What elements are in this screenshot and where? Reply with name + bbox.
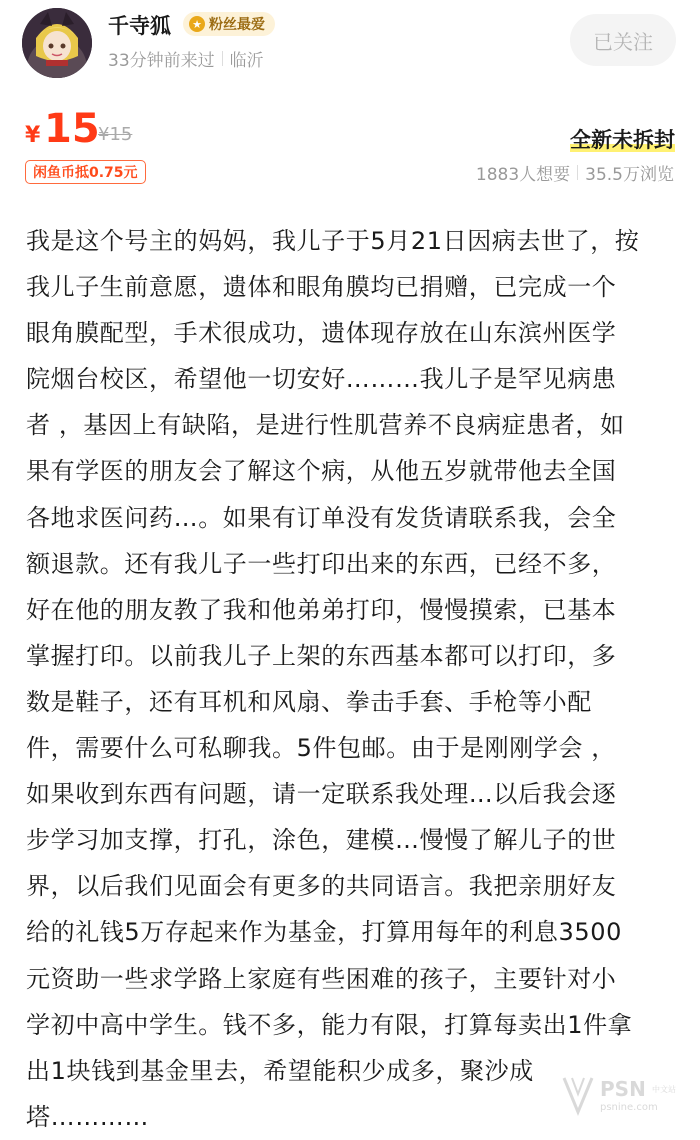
seller-name[interactable]: 千寺狐 bbox=[108, 14, 171, 38]
description-line: 步学习加支撑，打孔，涂色，建模…慢慢了解儿子的世 bbox=[26, 826, 617, 855]
views-count: 35.5万浏览 bbox=[585, 165, 674, 185]
last-seen: 33分钟前来过 bbox=[108, 51, 215, 71]
star-icon: ★ bbox=[189, 16, 205, 32]
description-line: 我是这个号主的妈妈，我儿子于5月21日因病去世了，按 bbox=[26, 227, 640, 255]
wants-count: 1883人想要 bbox=[475, 165, 571, 185]
description-line: 院烟台校区，希望他一切安好………我儿子是罕见病患 bbox=[26, 365, 617, 394]
description-line: 各地求医问药…。如果有订单没有发货请联系我，会全 bbox=[26, 503, 617, 532]
description-line: 件，需要什么可私聊我。5件包邮。由于是刚刚学会 ， bbox=[26, 734, 616, 763]
description-line: 好在他的朋友教了我和他弟弟打印，慢慢摸索，已基本 bbox=[26, 595, 617, 624]
description-line: 给的礼钱5万存起来作为基金，打算用每年的利息3500 bbox=[26, 918, 622, 947]
seller-avatar[interactable] bbox=[22, 8, 92, 78]
description-line: 我儿子生前意愿，遗体和眼角膜均已捐赠，已完成一个 bbox=[26, 273, 617, 302]
description-line: 果有学医的朋友会了解这个病，从他五岁就带他去全国 bbox=[26, 457, 617, 486]
watermark-brand: PSN bbox=[600, 1077, 646, 1101]
price-row bbox=[25, 106, 675, 156]
coin-offer-badge: 闲鱼币抵0.75元 bbox=[25, 160, 146, 184]
meta-divider bbox=[222, 51, 223, 66]
stats-divider bbox=[577, 165, 578, 180]
description-line: 数是鞋子，还有耳机和风扇、拳击手套、手枪等小配 bbox=[26, 687, 592, 716]
watermark-site: psnine.com bbox=[600, 1102, 658, 1113]
follow-button[interactable]: 已关注 bbox=[570, 14, 676, 66]
item-description bbox=[26, 218, 671, 1140]
fan-favorite-badge bbox=[183, 12, 275, 36]
description-line: 塔………… bbox=[26, 1102, 149, 1131]
listing-stats bbox=[476, 160, 674, 185]
original-price: ¥15 bbox=[98, 124, 133, 145]
condition-label: 全新未拆封 bbox=[570, 124, 675, 154]
description-line: 掌握打印。以前我儿子上架的东西基本都可以打印，多 bbox=[26, 641, 617, 670]
description-line: 额退款。还有我儿子一些打印出来的东西，已经不多， bbox=[26, 549, 617, 578]
description-line: 元资助一些求学路上家庭有些困难的孩子，主要针对小 bbox=[26, 964, 617, 993]
description-line: 眼角膜配型，手术很成功，遗体现存放在山东滨州医学 bbox=[26, 319, 617, 348]
description-line: 者 ，基因上有缺陷，是进行性肌营养不良病症患者，如 bbox=[26, 411, 625, 440]
description-line: 如果收到东西有问题，请一定联系我处理…以后我会逐 bbox=[26, 780, 617, 809]
watermark-sub: 中文站 bbox=[652, 1085, 676, 1094]
description-line: 界，以后我们见面会有更多的共同语言。我把亲朋好友 bbox=[26, 872, 617, 901]
seller-header bbox=[0, 0, 700, 86]
fan-badge-label: 粉丝最爱 bbox=[209, 17, 265, 33]
description-line: 出1块钱到基金里去，希望能积少成多，聚沙成 bbox=[26, 1056, 534, 1085]
seller-location: 临沂 bbox=[229, 51, 264, 71]
seller-meta bbox=[108, 46, 264, 71]
description-line: 学初中高中学生。钱不多，能力有限，打算每卖出1件拿 bbox=[26, 1010, 633, 1039]
current-price: 15 bbox=[44, 106, 100, 152]
currency-symbol: ¥ bbox=[25, 123, 41, 148]
site-watermark bbox=[560, 1072, 690, 1116]
